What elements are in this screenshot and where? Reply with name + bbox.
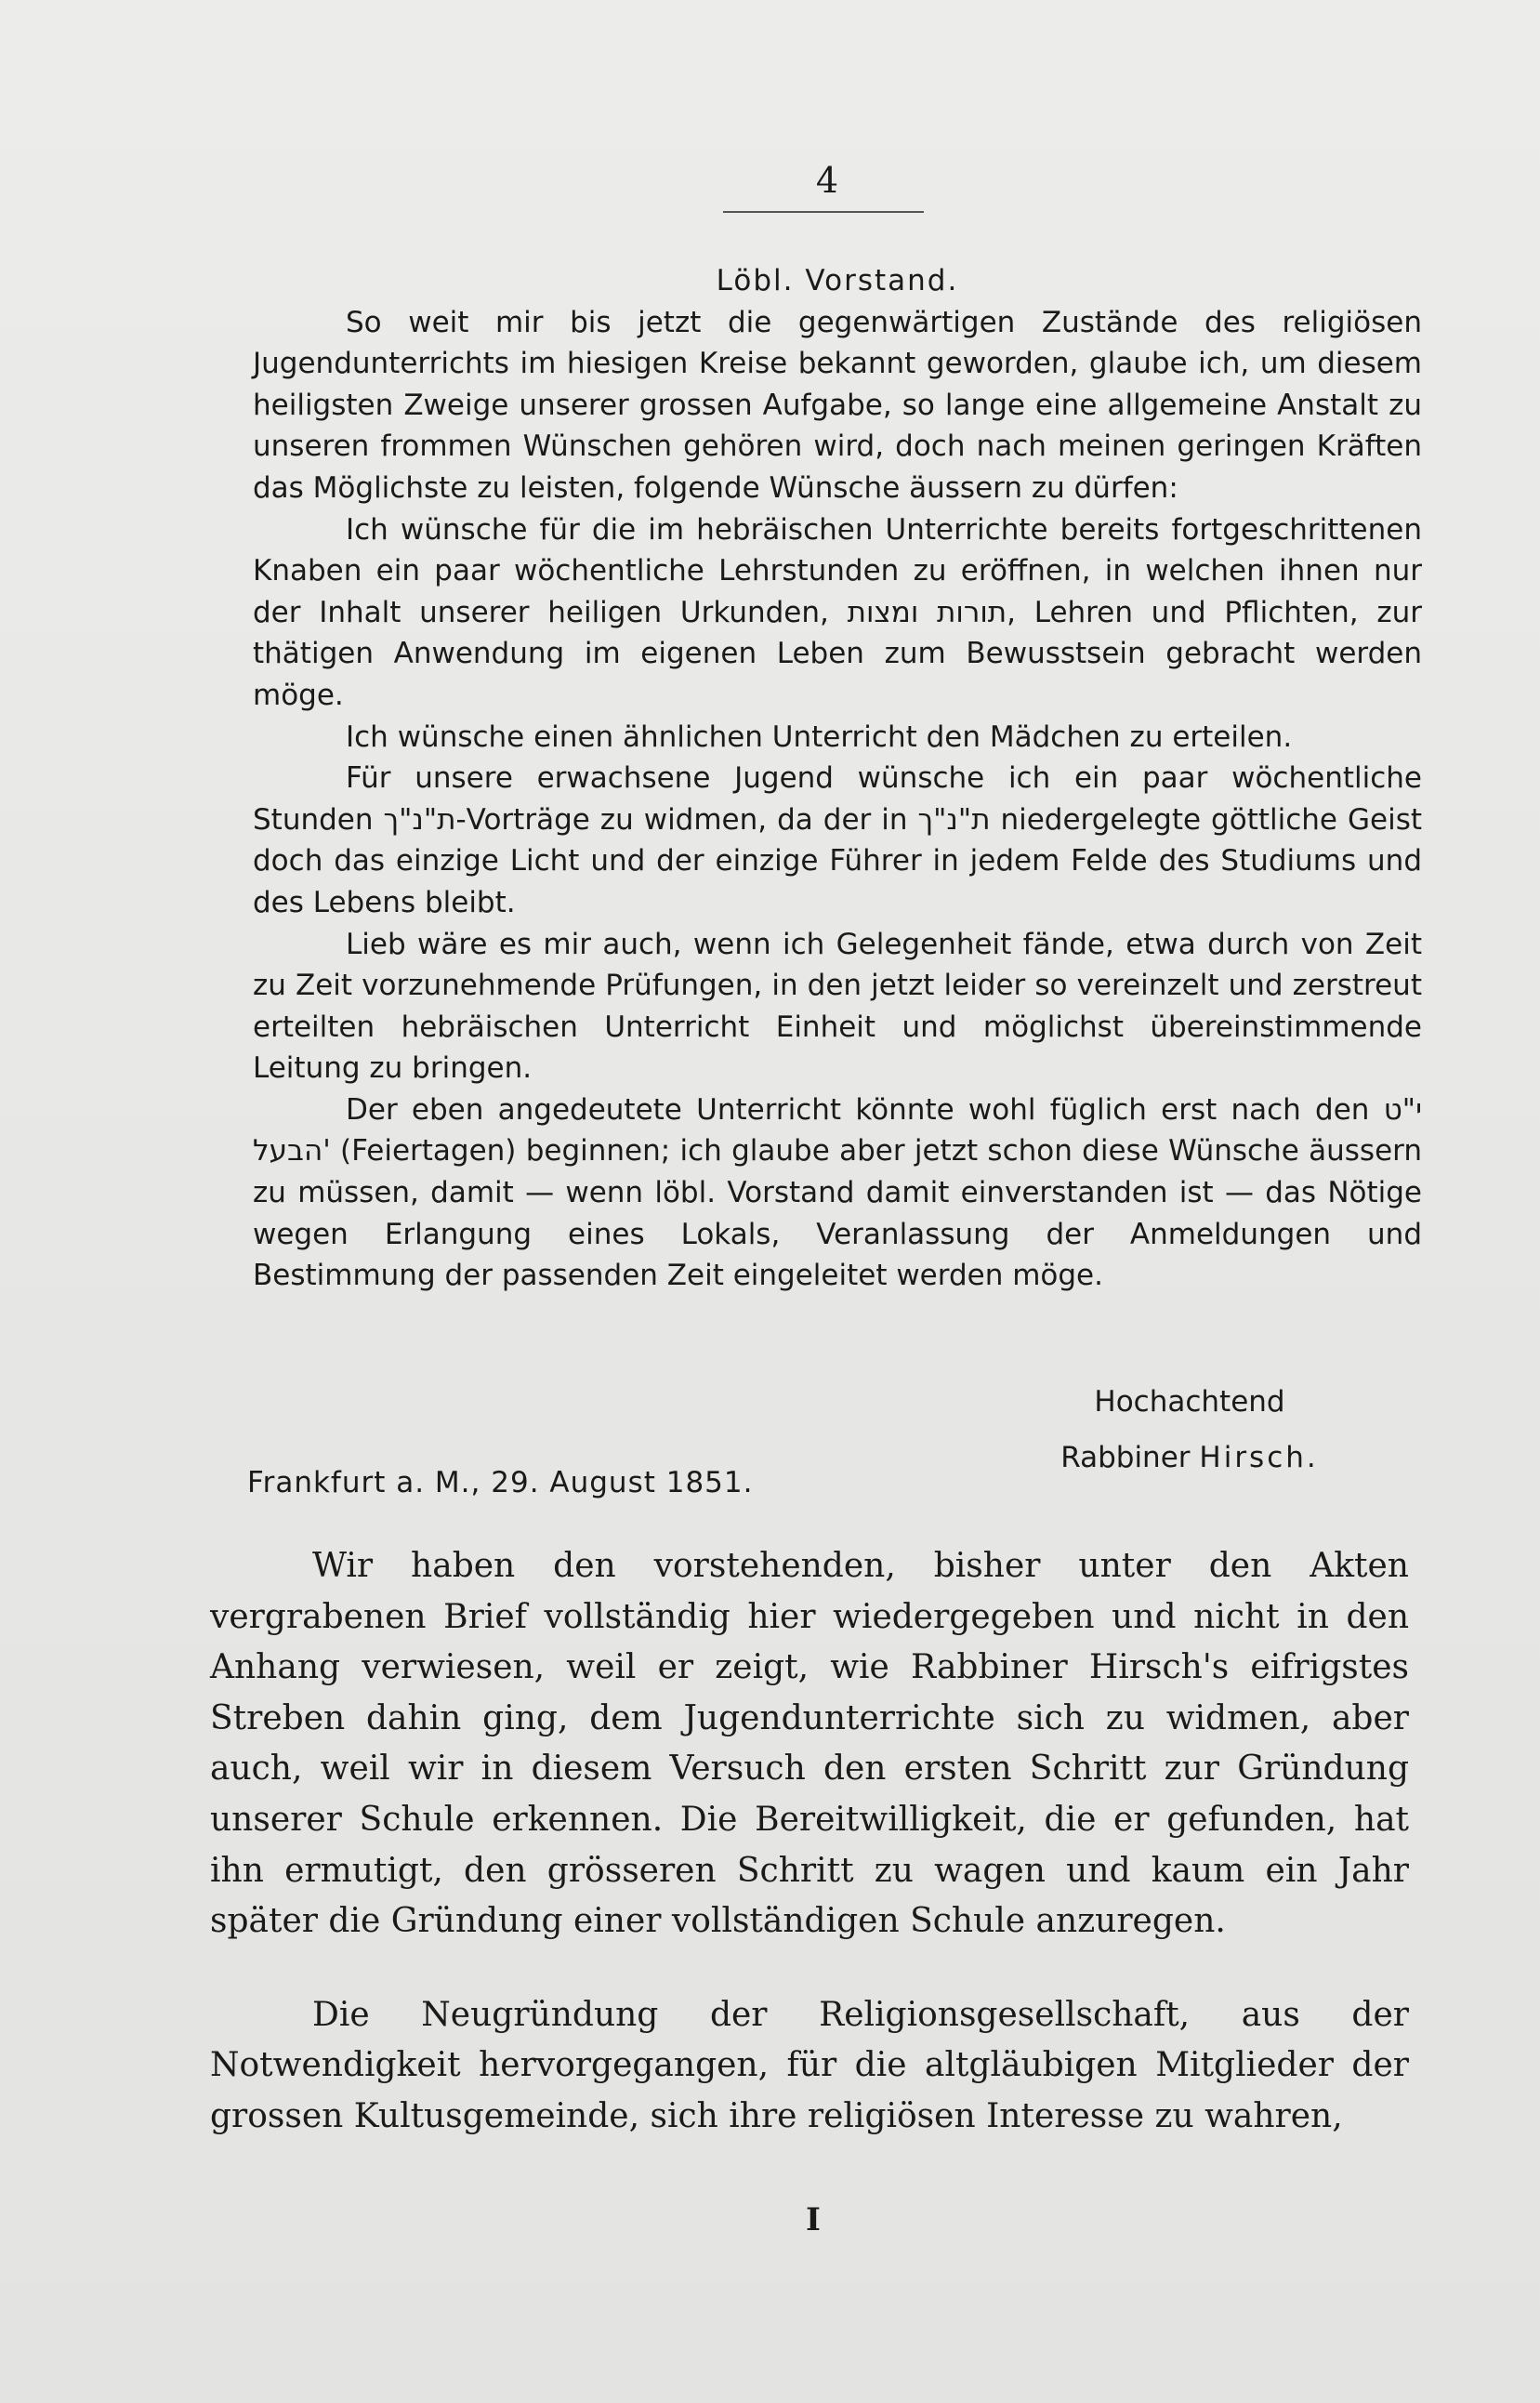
letter-paragraph: Ich wünsche für die im hebräischen Unterrichte bereits fortgeschrittenen Knaben ein paar wöchentliche Lehrstunden zu eröffnen, in welchen ihnen nur der Inhalt unserer heiligen Urkunden, תורות ומצות, Lehren und Pflichten, zur thätigen Anwendung im eigenen Leben zum Bewusstsein gebracht werden möge. xyxy=(253,512,1422,712)
signature-name: Hirsch. xyxy=(1199,1441,1319,1474)
commentary-paragraph: Die Neugründung der Religionsgesellschaft, aus der Notwendigkeit hervorgegangen, für die altgläubigen Mitglieder der grossen Kultusgemeinde, sich ihre religiösen Interesse zu wahren, xyxy=(210,1995,1409,2135)
letter-place-date: Frankfurt a. M., 29. August 1851. xyxy=(247,1466,754,1499)
printer-signature-mark: I xyxy=(806,2201,821,2238)
page-number: 4 xyxy=(815,160,839,201)
letter-paragraph: Ich wünsche einen ähnlichen Unterricht den Mädchen zu erteilen. xyxy=(346,720,1293,754)
letter-signature xyxy=(948,1441,1431,1474)
letter-paragraph: Lieb wäre es mir auch, wenn ich Gelegenheit fände, etwa durch von Zeit zu Zeit vorzunehmende Prüfungen, in den jetzt leider so vereinzelt und zerstreut erteilten hebräischen Unterricht Einheit und möglichst übereinstimmende Leitung zu bringen. xyxy=(253,927,1422,1086)
signature-title: Rabbiner xyxy=(1060,1441,1191,1474)
commentary-paragraph: Wir haben den vorstehenden, bisher unter den Akten vergrabenen Brief vollständig hier wiedergegeben und nicht in den Anhang verwiesen, weil er zeigt, wie Rabbiner Hirsch's eifrigstes Streben dahin ging, dem Jugendunterrichte sich zu widmen, aber auch, weil wir in diesem Versuch den ersten Schritt zur Gründung unserer Schule erkennen. Die Bereitwilligkeit, die er gefunden, hat ihn ermutigt, den grösseren Schritt zu wagen und kaum ein Jahr später die Gründung einer vollständigen Schule anzuregen. xyxy=(210,1547,1409,1941)
letter-closing: Hochachtend xyxy=(1094,1385,1285,1419)
letter-paragraph: Der eben angedeutete Unterricht könnte wohl füglich erst nach den י"ט הבעל' (Feiertagen) beginnen; ich glaube aber jetzt schon diese Wünsche äussern zu müssen, damit — wenn löbl. Vorstand damit einverstanden ist — das Nötige wegen Erlangung eines Lokals, Veranlassung der Anmeldungen und Bestimmung der passenden Zeit eingeleitet werden möge. xyxy=(253,1092,1422,1293)
header-rule xyxy=(723,211,924,213)
letter-paragraph: So weit mir bis jetzt die gegenwärtigen Zustände des religiösen Jugendunterrichts im hiesigen Kreise bekannt geworden, glaube ich, um diesem heiligsten Zweige unserer grossen Aufgabe, so lange eine allgemeine Anstalt zu unseren frommen Wünschen gehören wird, doch nach meinen geringen Kräften das Möglichste zu leisten, folgende Wünsche äussern zu dürfen: xyxy=(253,305,1422,505)
letter xyxy=(253,260,1422,1297)
commentary xyxy=(210,1541,1409,2143)
letter-paragraph: Für unsere erwachsene Jugend wünsche ich ein paar wöchentliche Stunden ת"נ"ך-Vorträge zu widmen, da der in ת"נ"ך niedergelegte göttliche Geist doch das einzige Licht und der einzige Führer in jedem Felde des Studiums und des Lebens bleibt. xyxy=(253,761,1422,919)
letter-salutation: Löbl. Vorstand. xyxy=(716,264,959,297)
